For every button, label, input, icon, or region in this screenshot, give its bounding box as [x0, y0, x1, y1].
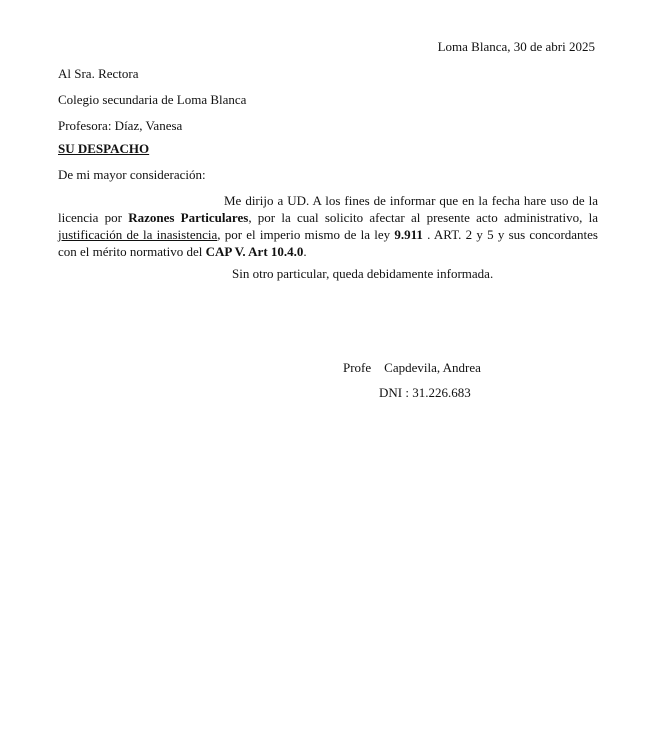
heading-su-despacho: SU DESPACHO — [58, 141, 150, 156]
recipient-title: Al Sra. Rectora — [58, 66, 139, 81]
justification-text: justificación de la inasistencia — [58, 227, 218, 242]
body-line-2: licencia por Razones Particulares, por la cual solicito afectar al presente acto administrativo, la — [58, 210, 598, 225]
regulation-reference: CAP V. Art 10.4.0 — [205, 244, 304, 259]
body-line-3: justificación de la inasistencia, por el imperio mismo de la ley 9.911 . ART. 2 y 5 y sus concordantes — [58, 227, 598, 242]
signature-dni: DNI : 31.226.683 — [379, 385, 471, 400]
body-line-4: con el mérito normativo del CAP V. Art 10.4.0. — [58, 244, 307, 259]
law-number: 9.911 — [394, 227, 423, 242]
letter-body — [58, 192, 598, 260]
closing-line: Sin otro particular, queda debidamente informada. — [232, 266, 494, 281]
body-line-1: Me dirijo a UD. A los fines de informar que en la fecha hare uso de la — [224, 193, 598, 208]
recipient-name: Profesora: Díaz, Vanesa — [58, 118, 183, 133]
greeting: De mi mayor consideración: — [58, 167, 206, 182]
signature-name: Profe Capdevila, Andrea — [343, 360, 481, 375]
letter-date: Loma Blanca, 30 de abri 2025 — [437, 39, 595, 54]
recipient-institution: Colegio secundaria de Loma Blanca — [58, 92, 247, 107]
reason-text: Razones Particulares — [128, 210, 249, 225]
